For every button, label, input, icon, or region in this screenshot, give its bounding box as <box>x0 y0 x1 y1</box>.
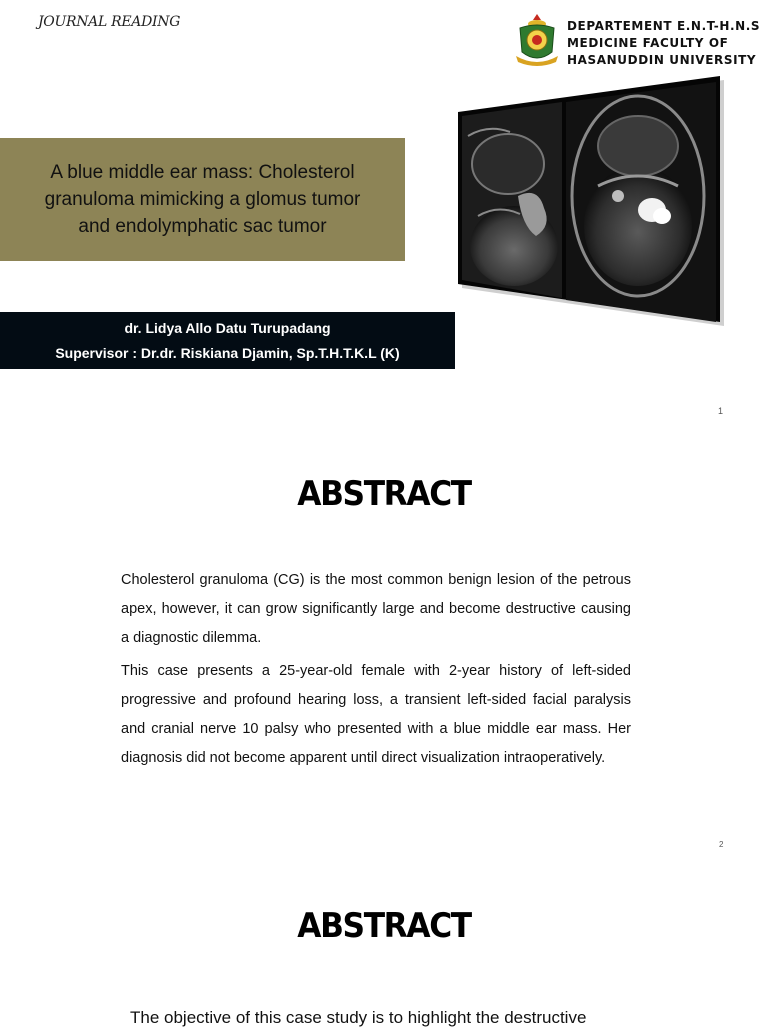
department-name <box>567 18 760 69</box>
abstract-paragraph-2: This case presents a 25-year-old female with 2-year history of left-sided progressive and profound hearing loss, a transient left-sided facial paralysis and cranial nerve 10 palsy who presented with a blue middle ear mass. Her diagnosis did not become apparent until direct visualization intraoperatively. <box>121 663 631 766</box>
supervisor-name: Supervisor : Dr.dr. Riskiana Djamin, Sp.T.H.T.K.L (K) <box>55 344 400 361</box>
title-banner <box>0 138 405 261</box>
author-name: dr. Lidya Allo Datu Turupadang <box>124 319 331 336</box>
page-number-1: 1 <box>718 406 724 416</box>
department-line-1: DEPARTEMENT E.N.T-H.N.S <box>567 19 761 33</box>
abstract-heading-2: ABSTRACT <box>297 906 471 946</box>
page-number-2: 2 <box>719 840 724 849</box>
title-line-1: A blue middle ear mass: Cholesterol <box>50 162 355 183</box>
journal-reading-label: JOURNAL READING <box>38 14 181 30</box>
abstract-heading: ABSTRACT <box>297 474 471 514</box>
university-logo <box>512 12 562 68</box>
objective-text: The objective of this case study is to highlight the destructive <box>130 1008 587 1027</box>
department-line-3: HASANUDDIN UNIVERSITY <box>567 53 757 67</box>
department-line-2: MEDICINE FACULTY OF <box>567 36 729 50</box>
mri-scan-image <box>448 76 730 330</box>
presentation-title <box>17 159 389 240</box>
title-line-3: and endolymphatic sac tumor <box>78 216 327 237</box>
abstract-paragraph-1: Cholesterol granuloma (CG) is the most common benign lesion of the petrous apex, however, it can grow significantly large and become destructive causing a diagnostic dilemma. <box>121 572 631 646</box>
title-line-2: granuloma mimicking a glomus tumor <box>44 189 361 210</box>
author-banner <box>0 312 455 369</box>
